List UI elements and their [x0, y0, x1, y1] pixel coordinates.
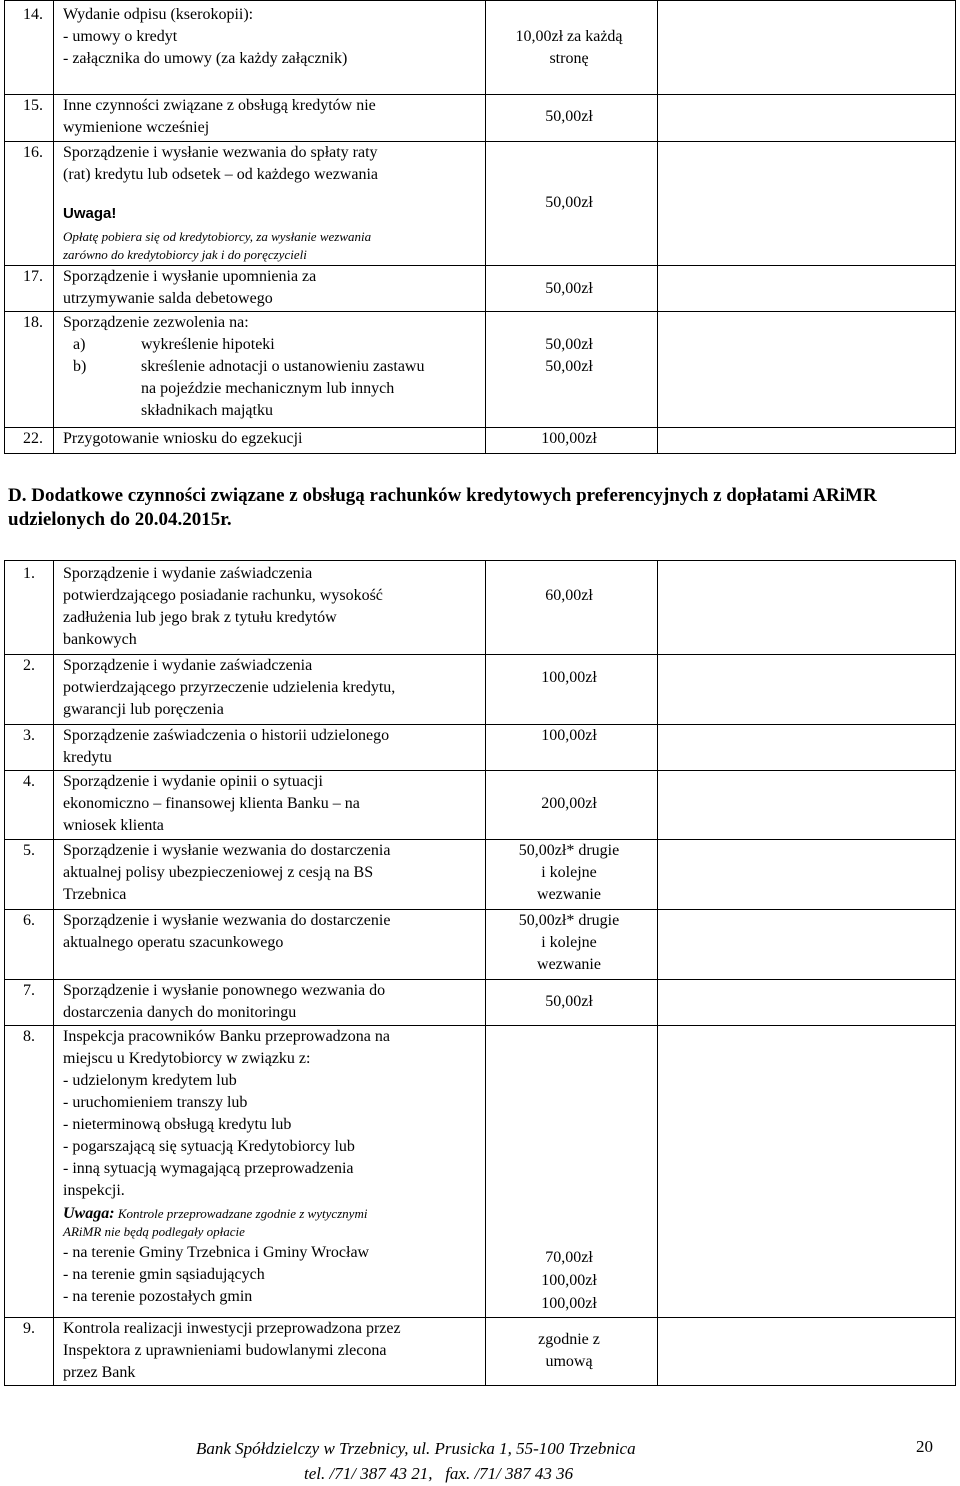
row-description: Przygotowanie wniosku do egzekucji	[63, 430, 303, 447]
row-description: Wydanie odpisu (kserokopii): - umowy o kredyt - załącznika do umowy (za każdy załącznik)	[63, 6, 348, 67]
note-label: Uwaga:	[63, 1205, 115, 1222]
row-description: Sporządzenie i wysłanie wezwania do dostarczenia aktualnej polisy ubezpieczeniowej z cesją na BS Trzebnica	[63, 842, 391, 903]
row-description: Sporządzenie i wysłanie upomnienia za utrzymywanie salda debetowego	[63, 268, 317, 307]
row-price: 10,00zł za każdą stronę	[515, 28, 623, 67]
row-number: 4.	[23, 773, 35, 790]
row-description: Sporządzenie i wydanie zaświadczenia potwierdzającego przyrzeczenie udzielenia kredytu, gwarancji lub poręczenia	[63, 657, 396, 718]
row-number: 9.	[23, 1320, 35, 1337]
location-fee-1: - na terenie Gminy Trzebnica i Gminy Wrocław	[63, 1244, 370, 1261]
row-number: 22.	[23, 430, 43, 447]
row-price: 60,00zł	[545, 587, 593, 604]
subitem-a: a) wykreślenie hipoteki	[73, 336, 275, 353]
location-fee-2-price: 100,00zł	[541, 1272, 597, 1289]
row-number: 1.	[23, 565, 35, 582]
row-number: 3.	[23, 727, 35, 744]
location-fee-3: - na terenie pozostałych gmin	[63, 1288, 253, 1305]
location-fee-3-price: 100,00zł	[541, 1295, 597, 1312]
row-price: 100,00zł	[541, 430, 597, 447]
row-description: Sporządzenie i wysłanie wezwania do dostarczenie aktualnego operatu szacunkowego	[63, 912, 391, 951]
subitem-a-price: 50,00zł	[545, 336, 593, 353]
row-number: 2.	[23, 657, 35, 674]
row-number: 15.	[23, 97, 43, 114]
location-fee-1-price: 70,00zł	[545, 1249, 593, 1266]
section-heading: D. Dodatkowe czynności związane z obsługą rachunków kredytowych preferencyjnych z dopłatami ARiMR udzielonych do 20.04.2015r.	[8, 485, 877, 530]
row-description: Sporządzenie i wydanie opinii o sytuacji ekonomiczno – finansowej klienta Banku – na wniosek klienta	[63, 773, 360, 834]
footer-address: Bank Spółdzielczy w Trzebnicy, ul. Prusicka 1, 55-100 Trzebnica	[196, 1439, 636, 1458]
row-price: 50,00zł* drugie i kolejne wezwanie	[518, 842, 620, 903]
row-number: 8.	[23, 1028, 35, 1045]
footer-contact: tel. /71/ 387 43 21, fax. /71/ 387 43 36	[304, 1464, 574, 1483]
footer	[196, 1436, 756, 1486]
row-description: Inne czynności związane z obsługą kredytów nie wymienione wcześniej	[63, 97, 376, 136]
fees-table-arimr	[4, 560, 956, 1386]
row-price: 50,00zł* drugie i kolejne wezwanie	[518, 912, 620, 973]
row-number: 6.	[23, 912, 35, 929]
row-number: 7.	[23, 982, 35, 999]
row-price: 200,00zł	[541, 795, 597, 812]
note-text: Kontrole przeprowadzane zgodnie z wytycznymi	[117, 1206, 368, 1221]
row-number: 14.	[23, 6, 43, 23]
row-number: 17.	[23, 268, 43, 285]
row-description: Sporządzenie zaświadczenia o historii udzielonego kredytu	[63, 727, 390, 766]
subitem-b-price: 50,00zł	[545, 358, 593, 375]
note-label: Uwaga!	[63, 205, 117, 222]
row-description: Sporządzenie i wysłanie wezwania do spłaty raty (rat) kredytu lub odsetek – od każdego wezwania Uwaga! Opłatę pobiera się od kredytobiorcy, za wysłanie wezwania zarówno do kredytobiorcy jak i do poręczycieli	[63, 142, 473, 264]
row-price: 100,00zł	[541, 727, 597, 744]
row-price: 50,00zł	[545, 194, 593, 211]
fees-table-top	[4, 0, 956, 454]
row-description: Sporządzenie zezwolenia na: a) wykreślenie hipoteki b) skreślenie adnotacji o ustanowieniu zastawu na pojeździe mechanicznym lub innych składnikach majątku	[63, 312, 473, 422]
note-text: Opłatę pobiera się od kredytobiorcy, za wysłanie wezwania zarówno do kredytobiorcy jak i do poręczycieli	[63, 229, 372, 262]
row-price: 100,00zł	[541, 669, 597, 686]
row-description: Sporządzenie i wysłanie ponownego wezwania do dostarczenia danych do monitoringu	[63, 982, 386, 1021]
subitem-b: b) skreślenie adnotacji o ustanowieniu zastawu na pojeździe mechanicznym lub innych składnikach majątku	[73, 358, 425, 419]
row-description: Inspekcja pracowników Banku przeprowadzona na miejscu u Kredytobiorcy w związku z: - udzielonym kredytem lub - uruchomieniem transzy lub - nieterminową obsługą kredytu lub - pogarszającą się sytuacją Kredytobiorcy lub - inną sytuacją wymagającą przeprowadzenia inspekcji. Uwaga: Kontrole przeprowadzane zgodnie z wytycznymi ARiMR nie będą podlegały opłacie - na terenie Gminy Trzebnica i Gminy Wrocław - na terenie gmin sąsiadujących - na terenie pozostałych gmin	[63, 1026, 473, 1308]
location-fee-2: - na terenie gmin sąsiadujących	[63, 1266, 265, 1283]
row-price: zgodnie z umową	[538, 1331, 600, 1370]
row-price: 50,00zł	[545, 280, 593, 297]
row-price: 50,00zł	[545, 108, 593, 125]
row-description: Kontrola realizacji inwestycji przeprowadzona przez Inspektora z uprawnieniami budowlanymi zlecona przez Bank	[63, 1320, 401, 1381]
row-number: 5.	[23, 842, 35, 859]
row-price: 50,00zł	[545, 993, 593, 1010]
row-description: Sporządzenie i wydanie zaświadczenia potwierdzającego posiadanie rachunku, wysokość zadłużenia lub jego brak z tytułu kredytów bankowych	[63, 565, 383, 648]
row-number: 16.	[23, 144, 43, 161]
page-number: 20	[916, 1437, 933, 1456]
note: Uwaga: Kontrole przeprowadzane zgodnie z wytycznymi ARiMR nie będą podlegały opłacie	[63, 1205, 368, 1239]
row-number: 18.	[23, 314, 43, 331]
